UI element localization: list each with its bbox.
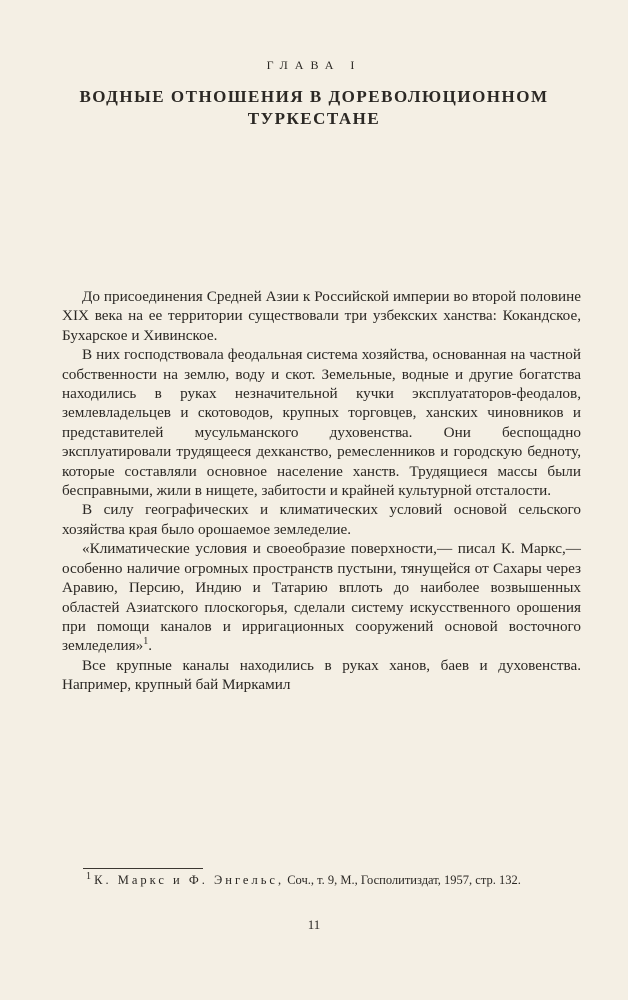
footnote-divider	[83, 868, 203, 869]
footnote-marker: 1	[86, 870, 91, 882]
page-number: 11	[307, 917, 321, 932]
paragraph: Все крупные каналы находились в руках ханов, баев и духовенства. Например, крупный бай Миркамил	[62, 656, 581, 694]
paragraph: В них господствовала феодальная система хозяйства, основанная на частной собственности на землю, воду и скот. Земельные, водные и другие богатства находились в руках незначительной кучки эксплуататоров-феодалов, землевладельцев и скотоводов, крупных торговцев, ханских чиновников и представителей мусульманского духовенства. Они беспощадно эксплуатировали трудящееся дехканство, ремесленников и городскую бедноту, которые составляли основное население ханств. Трудящиеся массы были бесправными, жили в нищете, забитости и крайней культурной отсталости.	[62, 346, 581, 500]
footnote	[62, 872, 581, 888]
body-text	[62, 287, 581, 695]
footnote-reference: 1	[143, 636, 149, 648]
paragraph: В силу географических и климатических условий основой сельского хозяйства края было орошаемое земледелие.	[62, 501, 581, 538]
footnote-authors: К. Маркс и Ф. Энгельс,	[94, 873, 285, 887]
quote-text: «Климатические условия и своеобразие поверхности,— писал К. Маркс,— особенно наличие огромных пространств пустыни, тянущейся от Сахары через Аравию, Персию, Индию и Татарию вплоть до наиболее возвышенных областей Азиатского плоскогорья, сделали систему искусственного орошения при помощи каналов и ирригационных сооружений основой восточного земледелия»	[62, 540, 581, 655]
paragraph: До присоединения Средней Азии к Российской империи во второй половине XIX века на ее территории существовали три узбекских ханства: Кокандское, Бухарское и Хивинское.	[62, 288, 581, 344]
footnote-text: Соч., т. 9, М., Госполитиздат, 1957, стр. 132.	[287, 873, 521, 887]
paragraph-quote: «Климатические условия и своеобразие поверхности,— писал К. Маркс,— особенно наличие огромных пространств пустыни, тянущейся от Сахары через Аравию, Персию, Индию и Татарию вплоть до наиболее возвышенных областей Азиатского плоскогорья, сделали систему искусственного орошения при помощи каналов и ирригационных сооружений основой восточного земледелия»$^1$.	[62, 540, 581, 655]
chapter-title: ВОДНЫЕ ОТНОШЕНИЯ В ДОРЕВОЛЮЦИОННОМ ТУРКЕСТАНЕ	[79, 87, 549, 128]
chapter-label: ГЛАВА I	[266, 58, 362, 72]
